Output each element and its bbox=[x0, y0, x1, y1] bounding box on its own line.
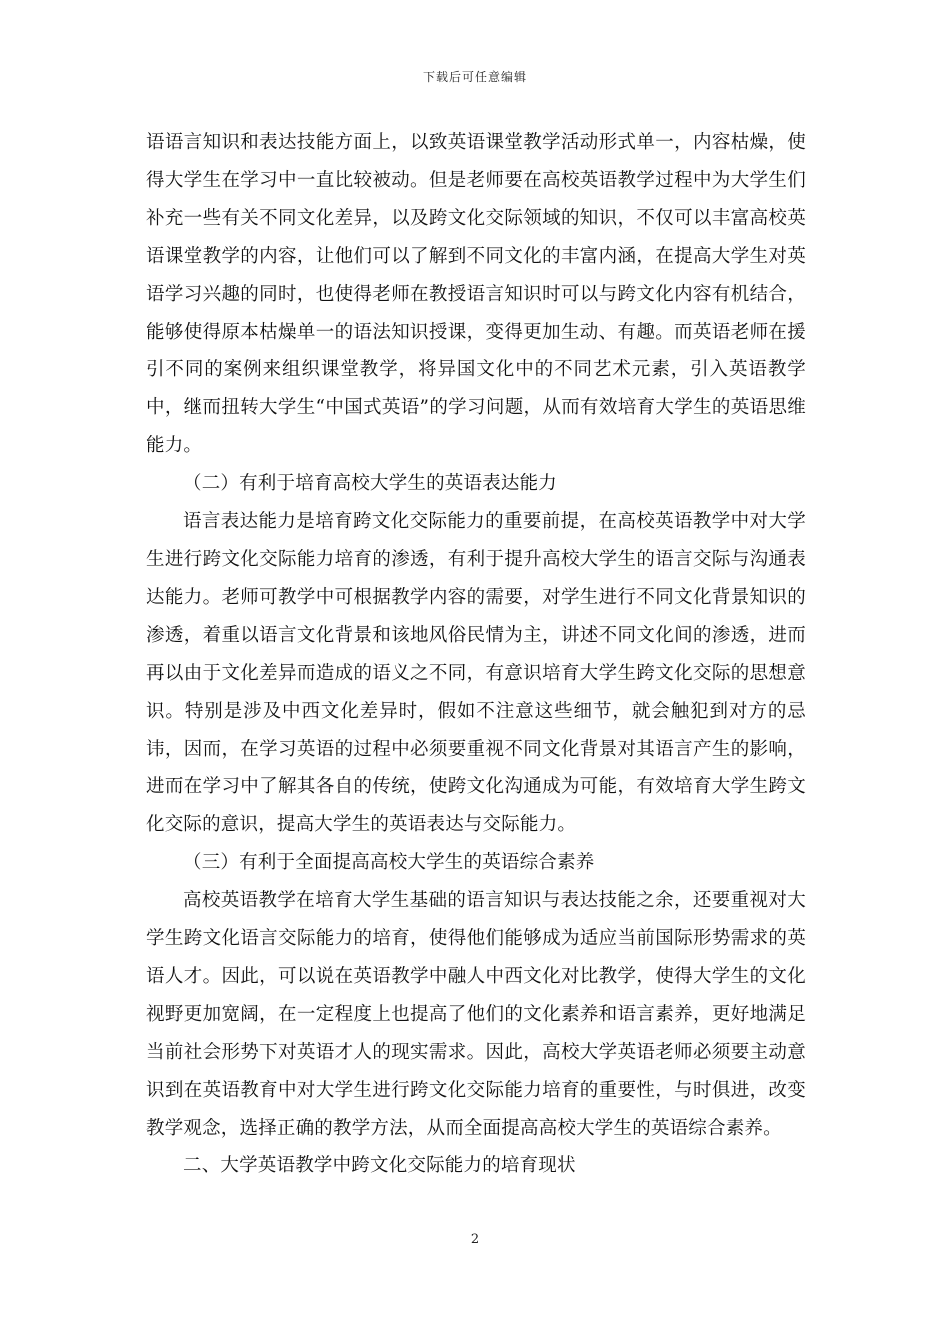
page-header: 下载后可任意编辑 bbox=[422, 70, 527, 84]
section-heading-3: （三）有利于全面提高高校大学生的英语综合素养 bbox=[183, 852, 595, 874]
paragraph-continued: 语语言知识和表达技能方面上，以致英语课堂教学活动形式单一，内容枯燥，使得大学生在学习中一直比较被动。但是老师要在高校英语教学过程中为大学生们补充一些有关不同文化差异，以及跨文化交际领域的知识，不仅可以丰富高校英语课堂教学的内容，让他们可以了解到不同文化的丰富内涵，在提高大学生对英语学习兴趣的同时，也使得老师在教授语言知识时可以与跨文化内容有机结合，能够使得原本枯燥单一的语法知识授课，变得更加生动、有趣。而英语老师在援引不同的案例来组织课堂教学，将异国文化中的不同艺术元素，引入英语教学中，继而扭转大学生“中国式英语”的学习问题，从而有效培育大学生的英语思维能力。 bbox=[146, 132, 806, 457]
document-body bbox=[146, 124, 806, 1185]
paragraph-3: 高校英语教学在培育大学生基础的语言知识与表达技能之余，还要重视对大学生跨文化语言交际能力的培育，使得他们能够成为适应当前国际形势需求的英语人才。因此，可以说在英语教学中融人中西文化对比教学，使得大学生的文化视野更加宽阔，在一定程度上也提高了他们的文化素养和语言素养，更好地满足当前社会形势下对英语才人的现实需求。因此，高校大学英语老师必须要主动意识到在英语教育中对大学生进行跨文化交际能力培育的重要性，与时俱进，改变教学观念，选择正确的教学方法，从而全面提高高校大学生的英语综合素养。 bbox=[146, 890, 806, 1139]
page-number: 2 bbox=[470, 1232, 480, 1247]
chapter-heading-2: 二、大学英语教学中跨文化交际能力的培育现状 bbox=[183, 1155, 576, 1177]
paragraph-2: 语言表达能力是培育跨文化交际能力的重要前提，在高校英语教学中对大学生进行跨文化交际能力培育的渗透，有利于提升高校大学生的语言交际与沟通表达能力。老师可教学中可根据教学内容的需要，对学生进行不同文化背景知识的渗透，着重以语言文化背景和该地风俗民情为主，讲述不同文化间的渗透，进而再以由于文化差异而造成的语义之不同，有意识培育大学生跨文化交际的思想意识。特别是涉及中西文化差异时，假如不注意这些细节，就会触犯到对方的忌讳，因而，在学习英语的过程中必须要重视不同文化背景对其语言产生的影响，进而在学习中了解其各自的传统，使跨文化沟通成为可能，有效培育大学生跨文化交际的意识，提高大学生的英语表达与交际能力。 bbox=[146, 511, 806, 836]
section-heading-2: （二）有利于培育高校大学生的英语表达能力 bbox=[183, 473, 558, 495]
